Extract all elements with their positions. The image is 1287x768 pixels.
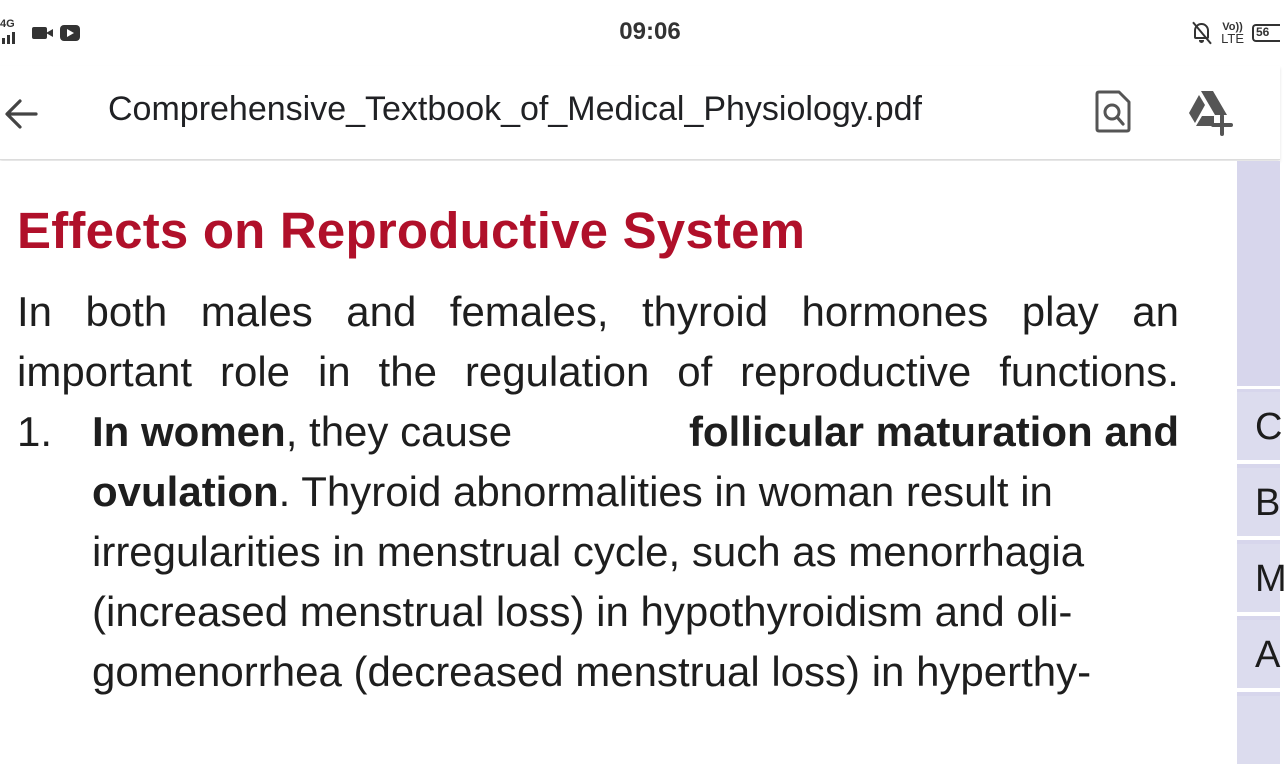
status-icons-left bbox=[0, 18, 80, 48]
volte-top: Vo)) bbox=[1222, 21, 1243, 33]
add-to-drive-button[interactable] bbox=[1182, 86, 1236, 136]
volte-bottom: LTE bbox=[1221, 31, 1244, 46]
text: . Thyroid abnormalities in woman result in bbox=[278, 468, 1053, 515]
line-segment bbox=[92, 468, 1053, 516]
status-icons-right bbox=[1191, 18, 1280, 48]
word: the bbox=[378, 348, 437, 395]
side-row-text: B bbox=[1255, 482, 1281, 524]
side-panel-row bbox=[1237, 620, 1280, 692]
bold-term: follicular maturation and bbox=[688, 408, 1179, 455]
battery-level: 56 bbox=[1256, 25, 1270, 39]
status-clock: 09:06 bbox=[619, 18, 681, 45]
side-row-text: C bbox=[1255, 406, 1283, 448]
word: functions. bbox=[999, 348, 1179, 395]
side-panel-row bbox=[1237, 544, 1287, 616]
word: an bbox=[1132, 288, 1179, 335]
text: , they cause bbox=[285, 408, 513, 455]
back-arrow-icon bbox=[0, 92, 44, 136]
list-item-line-5: gomenorrhea (decreased menstrual loss) in hyperthy- bbox=[92, 648, 1092, 695]
word: thyroid bbox=[641, 288, 769, 335]
status-bar bbox=[0, 0, 1280, 66]
paragraph-line-2 bbox=[17, 348, 1179, 408]
side-row-text: M bbox=[1255, 558, 1287, 600]
bold-term: ovulation bbox=[92, 468, 279, 515]
side-panel-row bbox=[1237, 696, 1280, 768]
notifications-off-icon bbox=[1191, 20, 1213, 46]
list-number: 1. bbox=[17, 408, 53, 455]
word: of bbox=[677, 348, 713, 395]
word: important bbox=[17, 348, 193, 395]
list-item-line-4: (increased menstrual loss) in hypothyroidism and oli- bbox=[92, 588, 1073, 635]
word: hormones bbox=[801, 288, 989, 335]
battery-icon bbox=[1252, 24, 1280, 42]
side-panel-row bbox=[1237, 392, 1283, 464]
search-document-icon bbox=[1088, 86, 1136, 136]
word: in bbox=[317, 348, 351, 395]
word: play bbox=[1021, 288, 1099, 335]
pdf-page[interactable] bbox=[0, 161, 1237, 720]
signal-bars-icon bbox=[2, 32, 15, 44]
word: males bbox=[200, 288, 313, 335]
word: role bbox=[219, 348, 291, 395]
document-title: Comprehensive_Textbook_of_Medical_Physiology.pdf bbox=[108, 90, 922, 128]
section-heading: Effects on Reproductive System bbox=[17, 202, 806, 259]
search-document-button[interactable] bbox=[1088, 86, 1136, 136]
list-item-line-1 bbox=[92, 408, 1179, 468]
side-panel bbox=[1237, 161, 1287, 720]
youtube-icon bbox=[60, 25, 80, 41]
word: reproductive bbox=[740, 348, 972, 395]
volte-indicator bbox=[1221, 21, 1244, 45]
bold-term: In women bbox=[92, 408, 286, 455]
drive-add-icon bbox=[1182, 86, 1236, 136]
back-button[interactable] bbox=[0, 92, 44, 136]
list-item-line-3: irregularities in menstrual cycle, such as menorrhagia bbox=[92, 528, 1085, 575]
side-panel-row bbox=[1237, 468, 1280, 540]
network-type: 4G bbox=[0, 18, 15, 30]
word: In bbox=[17, 288, 53, 335]
word: and bbox=[346, 288, 417, 335]
word: both bbox=[85, 288, 168, 335]
paragraph-line-1 bbox=[17, 288, 1179, 348]
app-bar bbox=[0, 66, 1280, 160]
side-row-text: A bbox=[1255, 634, 1281, 676]
video-camera-icon bbox=[32, 26, 54, 40]
word: females, bbox=[449, 288, 609, 335]
network-indicator bbox=[0, 20, 26, 46]
side-panel-header bbox=[1237, 161, 1280, 389]
line-segment bbox=[92, 408, 512, 456]
word: regulation bbox=[464, 348, 650, 395]
list-item-line-2 bbox=[92, 468, 1179, 528]
